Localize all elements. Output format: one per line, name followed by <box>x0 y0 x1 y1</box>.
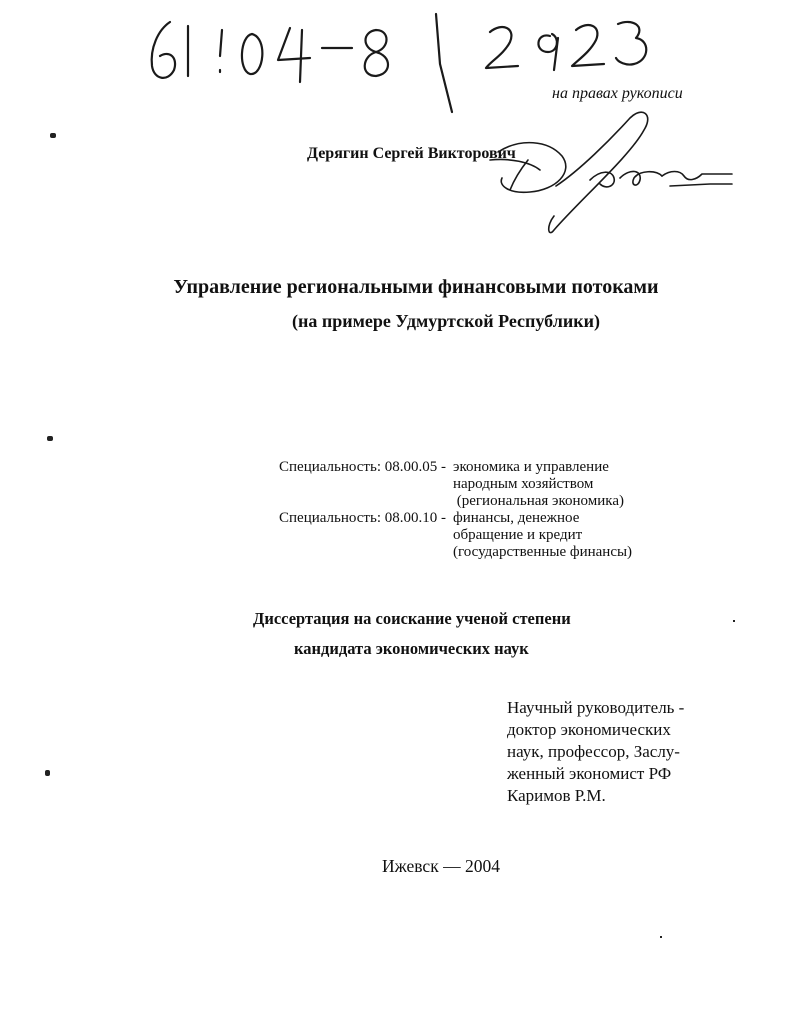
specialty-line: (региональная экономика) <box>453 493 624 509</box>
advisor-line: Научный руководитель - <box>507 698 685 717</box>
specialty-description <box>453 510 632 561</box>
advisor-line: наук, профессор, Заслу- <box>507 742 680 761</box>
signature <box>470 100 735 240</box>
scan-mark <box>660 936 662 938</box>
dissertation-line-2: кандидата экономических наук <box>294 639 529 658</box>
scan-mark <box>47 436 53 441</box>
specialty-description <box>453 459 624 510</box>
specialty-line: экономика и управление <box>453 459 609 475</box>
advisor-line: Каримов Р.М. <box>507 786 606 805</box>
specialty-line: финансы, денежное <box>453 510 580 526</box>
advisor-line: доктор экономических <box>507 720 671 739</box>
author-name: Дерягин Сергей Викторович <box>307 145 516 162</box>
thesis-title: Управление региональными финансовыми потоками <box>173 276 659 298</box>
city-year: Ижевск — 2004 <box>382 856 500 876</box>
specialty-line: (государственные финансы) <box>453 544 633 560</box>
specialty-label: Специальность: 08.00.10 - <box>279 510 446 526</box>
rights-note: на правах рукописи <box>552 85 683 102</box>
scientific-advisor <box>507 697 684 807</box>
specialty-line: обращение и кредит <box>453 527 583 543</box>
dissertation-line-1: Диссертация на соискание ученой степени <box>253 609 571 628</box>
scan-mark <box>50 133 56 138</box>
specialty-label: Специальность: 08.00.05 - <box>279 459 446 475</box>
scan-mark <box>733 620 735 622</box>
specialty-line: народным хозяйством <box>453 476 594 492</box>
advisor-line: женный экономист РФ <box>507 764 672 783</box>
scan-mark <box>45 770 50 776</box>
thesis-subtitle: (на примере Удмуртской Республики) <box>292 311 600 331</box>
